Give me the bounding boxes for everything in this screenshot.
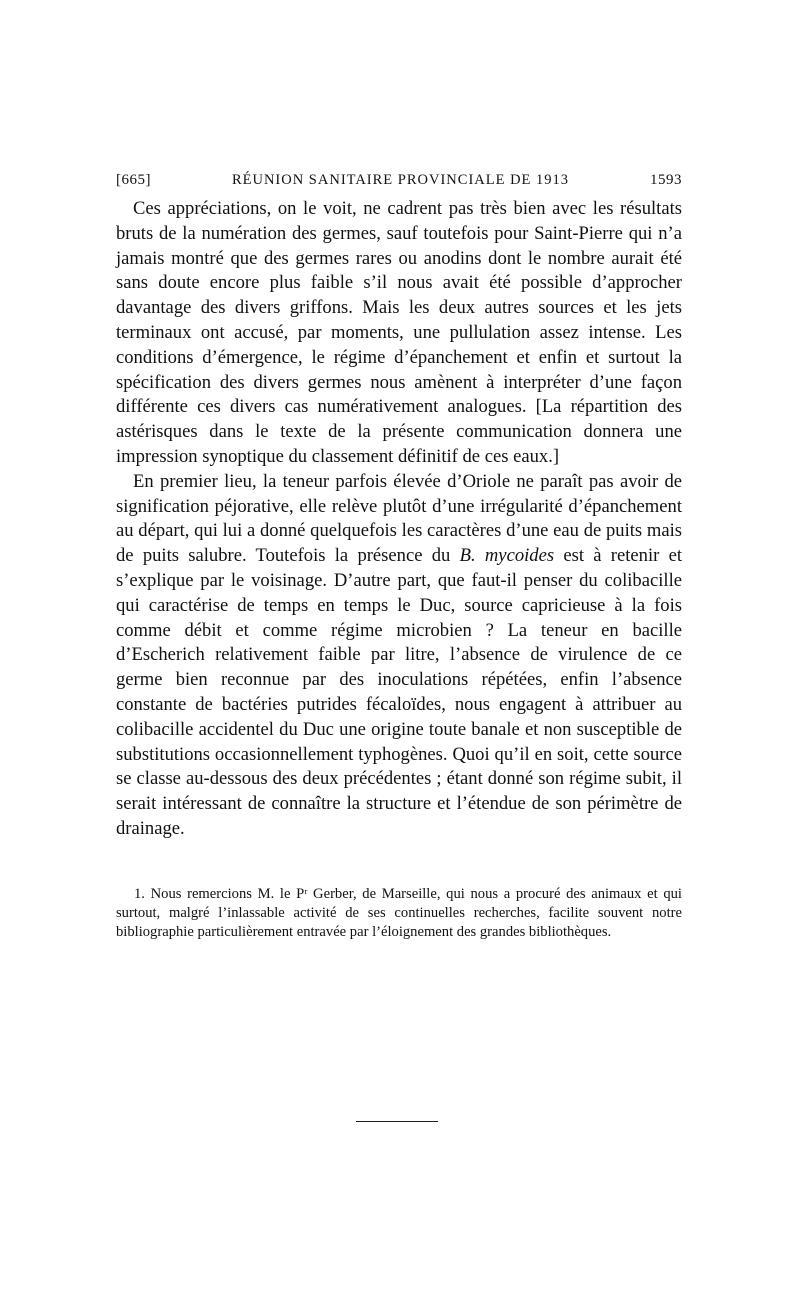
header-bracket-number: [665] xyxy=(116,172,151,188)
paragraph-2-text-start: En premier lieu, la teneur parfois élevée d’Oriole ne paraît pas avoir de signification péjorative, elle relève plutôt d’une irrégularité d’épanchement au départ, qui lui a donné quelquefois les caractères d’une eau de puits mais de puits salubre. Toutefois la présence du xyxy=(116,470,682,567)
species-name: B. mycoides xyxy=(459,545,555,567)
paragraph-2 xyxy=(116,470,682,842)
running-header xyxy=(116,172,682,189)
footnote-text: 1. Nous remercions M. le Pʳ Gerber, de Marseille, qui nous a procuré des animaux et qui surtout, malgré l’inlassable activité de ses continuelles recherches, facilite souvent notre bibliographie particulièrement entravée par l’éloignement des grandes bibliothèques. xyxy=(116,885,682,941)
book-page xyxy=(116,172,682,942)
body-text xyxy=(116,197,682,842)
footnote xyxy=(116,885,682,943)
paragraph-1: Ces appréciations, on le voit, ne cadrent pas très bien avec les résultats bruts de la numération des germes, sauf toutefois pour Saint-Pierre qui n’a jamais montré que des germes rares ou anodins dont le nombre aurait été sans doute encore plus faible s’il nous avait été possible d’approcher davantage des divers griffons. Mais les deux autres sources et les jets terminaux ont accusé, par moments, une pullulation assez intense. Les conditions d’émergence, le régime d’épanchement et enfin et surtout la spécification des divers germes nous amènent à interpréter d’une façon différente ces divers cas numérativement analogues. [La répartition des astérisques dans le texte de la présente communication donnera une impression synoptique du classement définitif de ces eaux.] xyxy=(116,198,682,467)
paragraph-2-text-end: est à retenir et s’explique par le voisinage. D’autre part, que faut-il penser du colibacille qui caractérise de temps en temps le Duc, source capricieuse à la fois comme débit et comme régime microbien ? La teneur en bacille d’Escherich relativement faible par litre, l’absence de virulence de ce germe bien reconnue par des inoculations répétées, enfin l’absence constante de bactéries putrides fécaloïdes, nous engagent à attribuer au colibacille accidentel du Duc une origine toute banale et non susceptible de substitutions occasionnellement typhogènes. Quoi qu’il en soit, cette source se classe au-dessous des deux précédentes ; étant donné son régime subit, il serait intéressant de connaître la structure et l’étendue de son périmètre de drainage. xyxy=(116,545,682,839)
end-rule xyxy=(356,1121,438,1122)
page-number: 1593 xyxy=(649,172,682,188)
header-title: RÉUNION SANITAIRE PROVINCIALE DE 1913 xyxy=(231,172,570,188)
